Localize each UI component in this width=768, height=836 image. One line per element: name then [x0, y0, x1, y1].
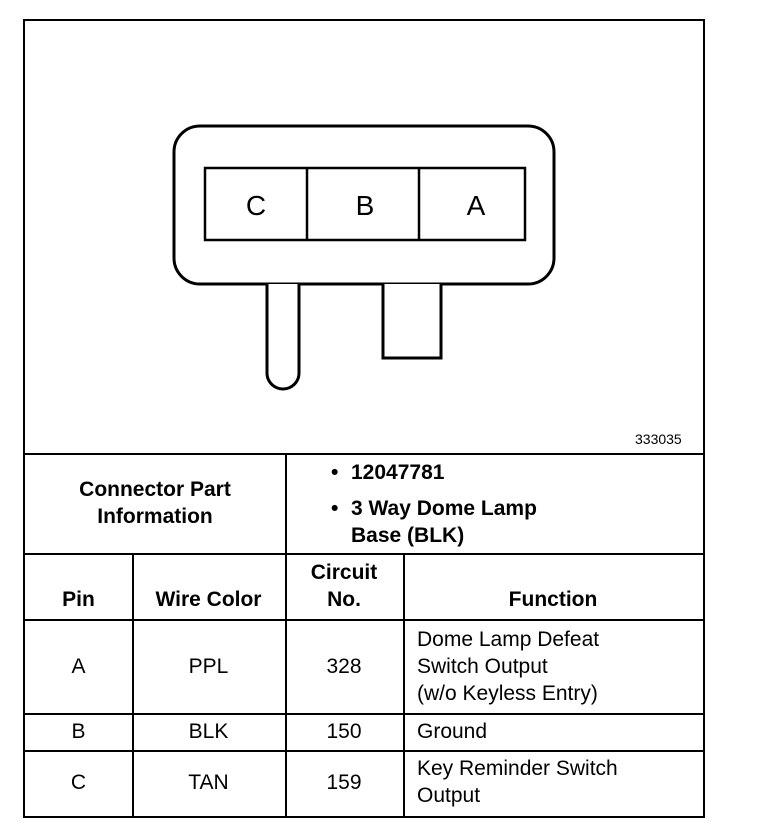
connector-info-frame [23, 19, 705, 818]
header-circuit-no: Circuit No. [310, 561, 378, 611]
connector-illustration [25, 21, 703, 453]
row-c-wire-color: TAN [188, 770, 229, 794]
row-c-circuit: 159 [326, 770, 362, 794]
part-description: • 3 Way Dome Lamp Base (BLK) [331, 497, 537, 547]
round-latch [267, 284, 299, 389]
header-wire-color: Wire Color [155, 588, 262, 611]
row-b-wire-color: BLK [188, 720, 229, 743]
row-b-circuit: 150 [326, 720, 362, 743]
row-c-function: Key Reminder Switch Output [417, 757, 618, 807]
row-b-pin: B [71, 720, 86, 743]
part-number: • 12047781 [331, 461, 445, 484]
row-a-pin: A [71, 654, 86, 678]
row-c-pin: C [70, 770, 87, 794]
row-a-circuit: 328 [326, 654, 362, 678]
figure-id: 333035 [635, 431, 682, 447]
row-a-function: Dome Lamp Defeat Switch Output (w/o Keyless Entry) [417, 627, 600, 705]
connector-part-info-label: Connector Part Information [79, 478, 231, 528]
header-function: Function [508, 588, 598, 611]
row-a-wire-color: PPL [188, 654, 229, 678]
row-b-function: Ground [417, 720, 488, 743]
cavity-label-b: B [355, 190, 375, 221]
cavity-label-c: C [245, 190, 267, 221]
cavity-label-a: A [466, 190, 486, 221]
connector-table [25, 453, 703, 816]
square-latch [383, 284, 441, 358]
header-pin: Pin [62, 588, 95, 611]
connector-drawing [25, 21, 703, 453]
